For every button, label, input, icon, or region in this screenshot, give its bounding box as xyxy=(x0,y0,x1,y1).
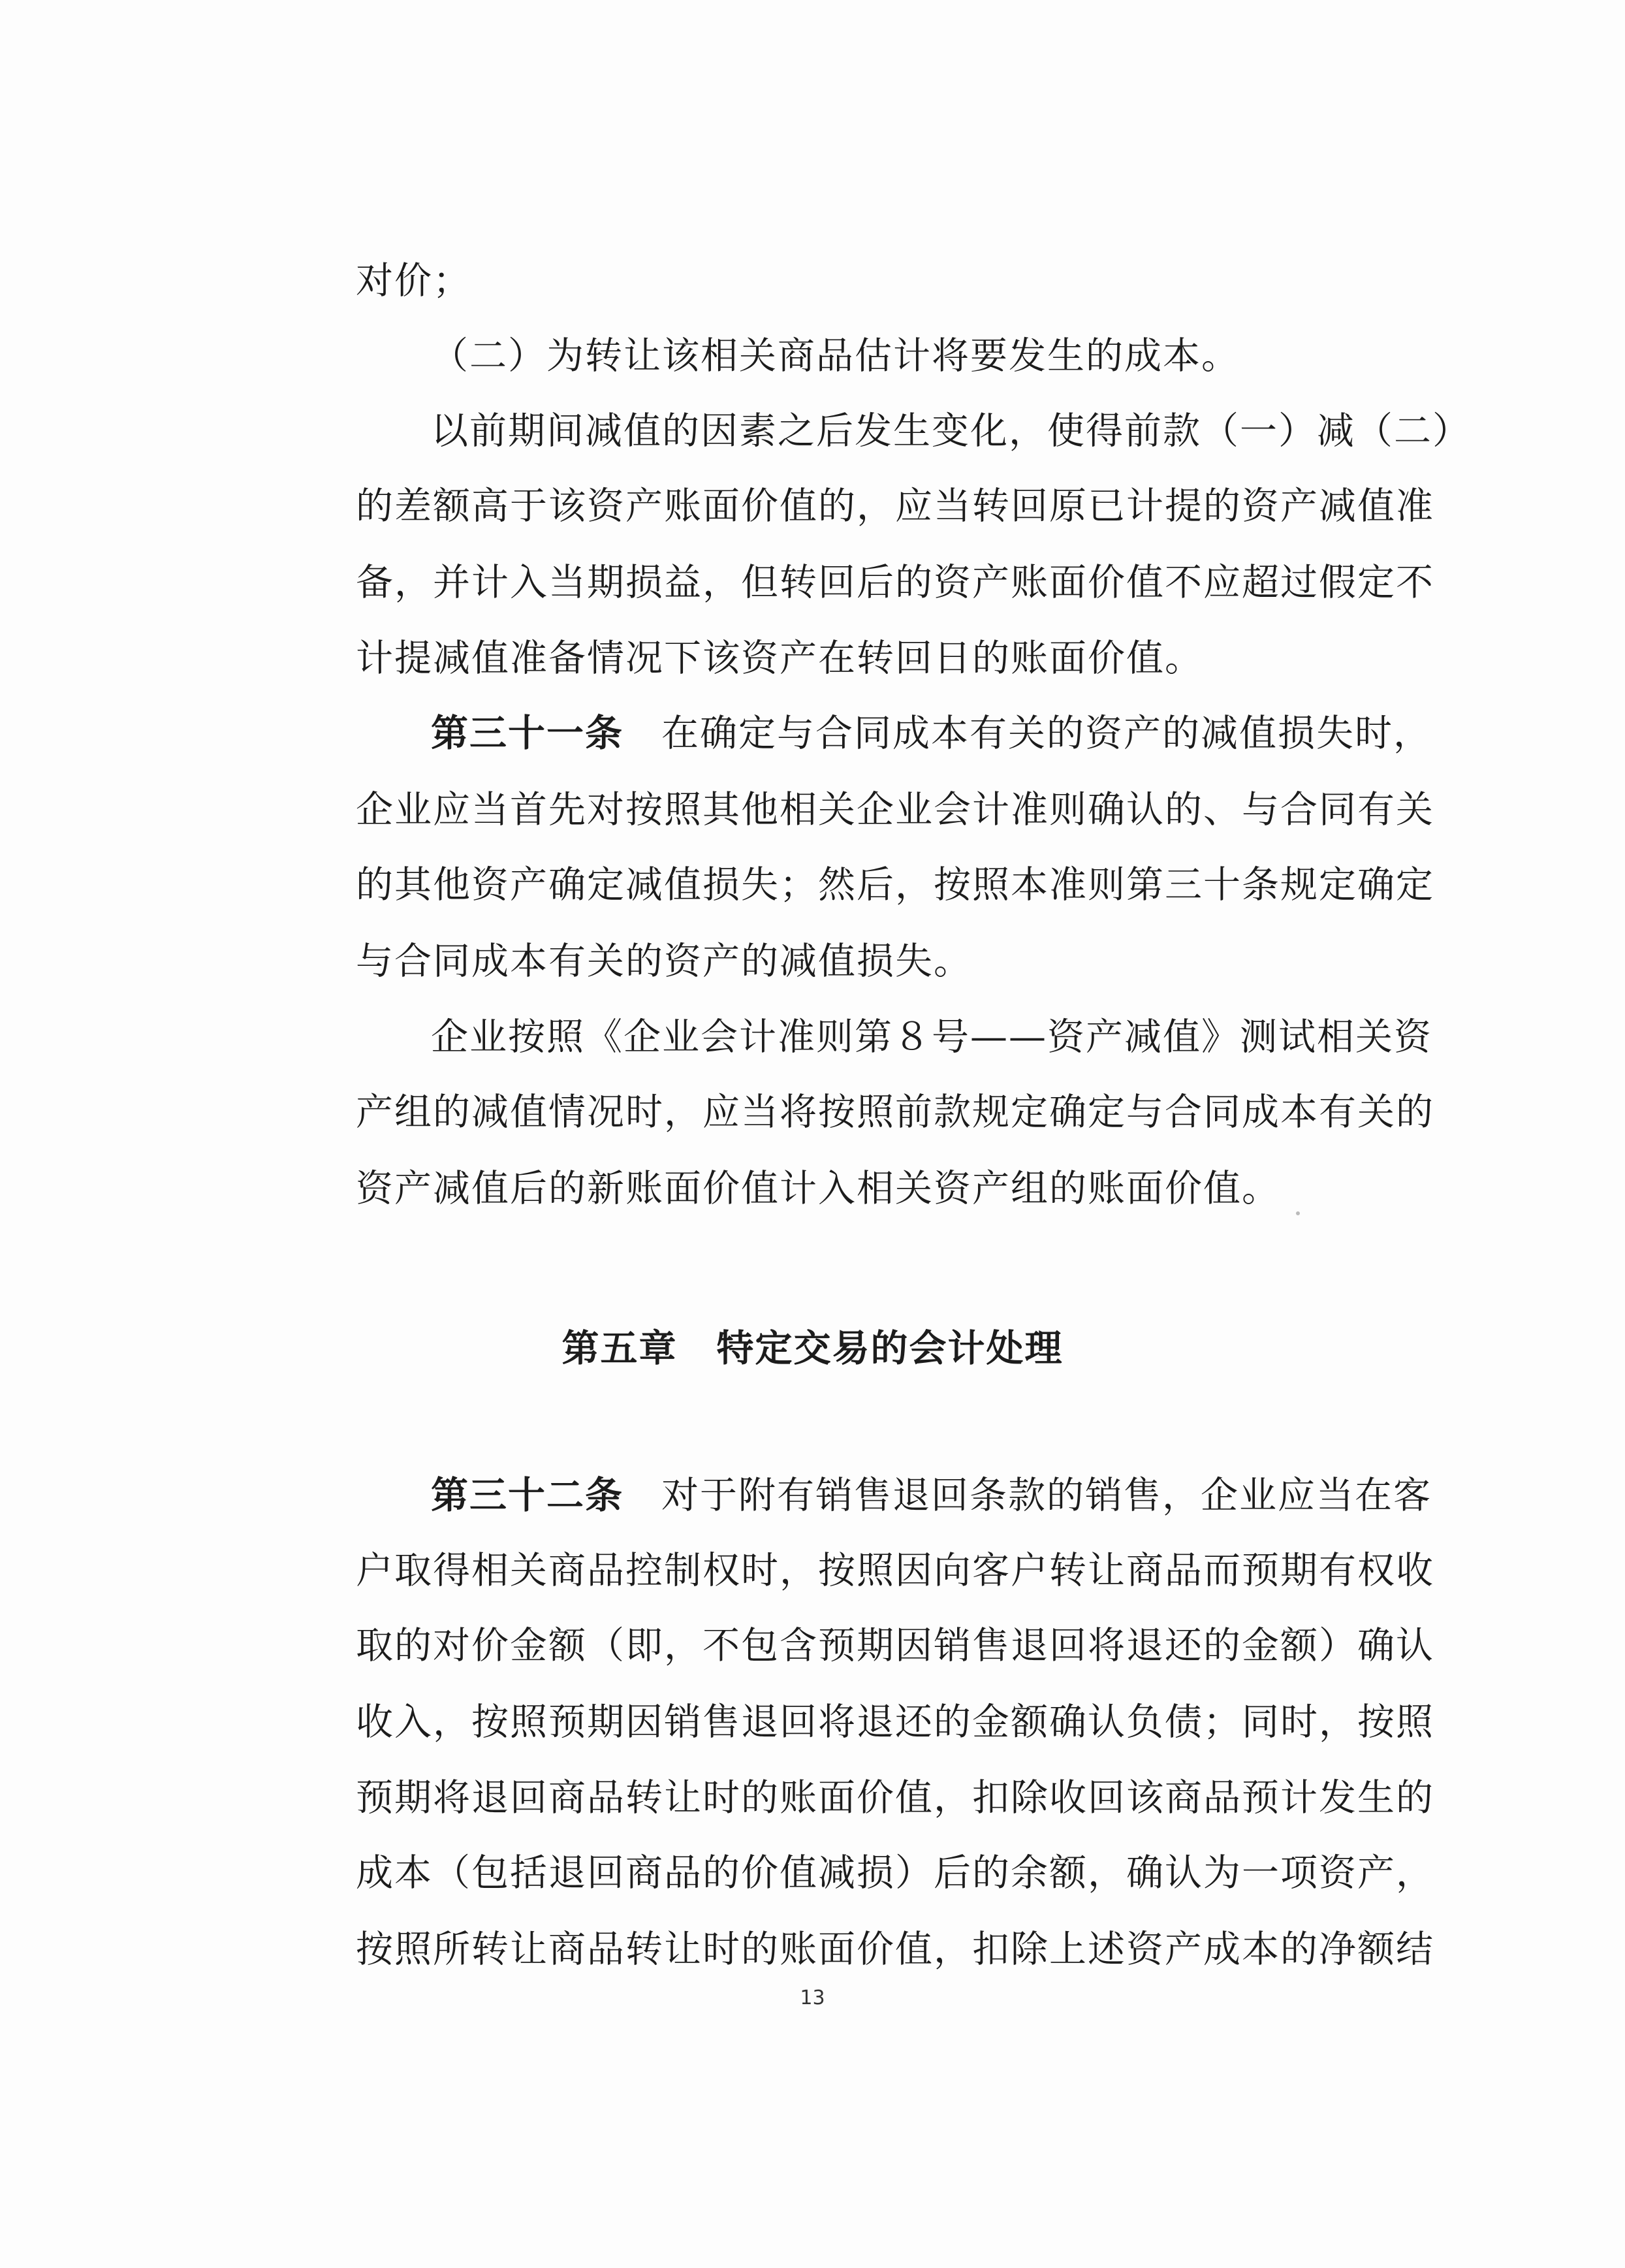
article-31-line-4: 与合同成本有关的资产的减值损失。 xyxy=(356,940,972,983)
scan-speck xyxy=(1296,1211,1300,1215)
chapter-number: 第五章 xyxy=(561,1327,678,1370)
chapter-heading xyxy=(0,1316,1625,1381)
page-number: 13 xyxy=(800,1987,825,2009)
article-32-line-5: 预期将退回商品转让时的账面价值，扣除收回该商品预计发生的 xyxy=(356,1776,1434,1819)
reversal-line-4: 计提减值准备情况下该资产在转回日的账面价值。 xyxy=(356,637,1203,680)
text-line: 对价； xyxy=(356,259,471,302)
article-32-label: 第三十二条 xyxy=(431,1474,623,1517)
article-32-first-line xyxy=(356,1463,1432,1528)
article-32-line-3: 取的对价金额（即，不包含预期因销售退回将退还的金额）确认 xyxy=(356,1624,1434,1667)
reversal-line-1: 以前期间减值的因素之后发生变化，使得前款（一）减（二） xyxy=(431,409,1471,453)
article-32-line-7: 按照所转让商品转让时的账面价值，扣除上述资产成本的净额结 xyxy=(356,1928,1434,1971)
impairment-line-3: 资产减值后的新账面价值计入相关资产组的账面价值。 xyxy=(356,1167,1280,1210)
reversal-line-3: 备，并计入当期损益，但转回后的资产账面价值不应超过假定不 xyxy=(356,561,1434,604)
article-31-text: 在确定与合同成本有关的资产的减值损失时， xyxy=(661,712,1432,755)
chapter-title: 特定交易的会计处理 xyxy=(716,1327,1064,1370)
reversal-line-2: 的差额高于该资产账面价值的，应当转回原已计提的资产减值准 xyxy=(356,485,1434,528)
article-31-line-2: 企业应当首先对按照其他相关企业会计准则确认的、与合同有关 xyxy=(356,788,1434,831)
article-31-first-line xyxy=(356,701,1432,766)
article-31-line-3: 的其他资产确定减值损失；然后，按照本准则第三十条规定确定 xyxy=(356,863,1434,906)
impairment-line-2: 产组的减值情况时，应当将按照前款规定确定与合同成本有关的 xyxy=(356,1091,1434,1134)
article-32-line-6: 成本（包括退回商品的价值减损）后的余额，确认为一项资产， xyxy=(356,1851,1434,1894)
article-32-line-2: 户取得相关商品控制权时，按照因向客户转让商品而预期有权收 xyxy=(356,1549,1434,1592)
article-32-text: 对于附有销售退回条款的销售，企业应当在客 xyxy=(661,1474,1432,1517)
article-31-label: 第三十一条 xyxy=(431,712,623,755)
article-32-line-4: 收入，按照预期因销售退回将退还的金额确认负债；同时，按照 xyxy=(356,1701,1434,1744)
impairment-line-1: 企业按照《企业会计准则第８号——资产减值》测试相关资 xyxy=(431,1015,1432,1059)
item-two-line: （二）为转让该相关商品估计将要发生的成本。 xyxy=(431,334,1240,377)
